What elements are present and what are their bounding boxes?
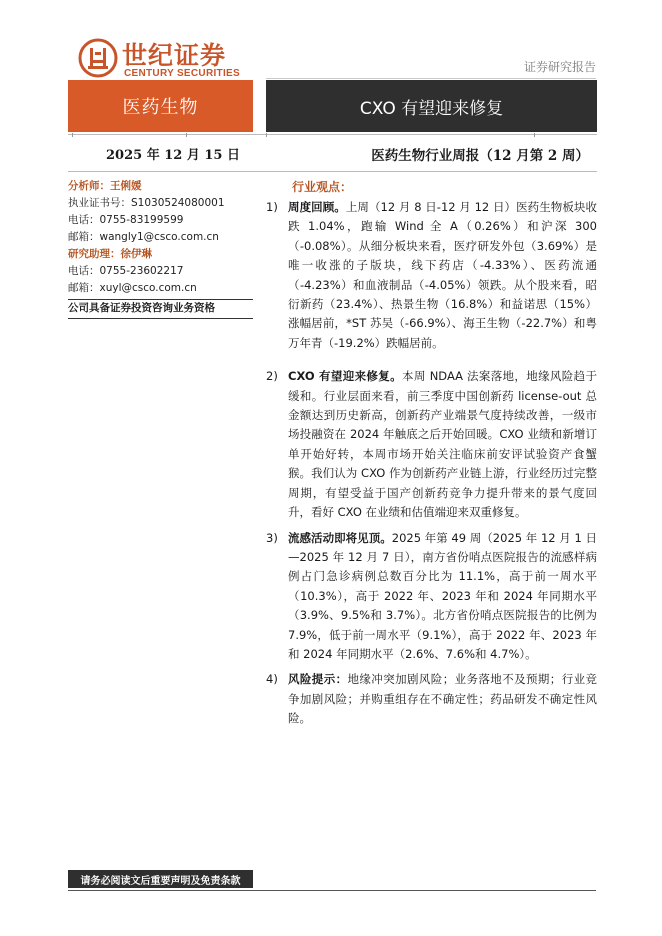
assistant-name: 徐伊琳 bbox=[120, 248, 152, 260]
assistant-phone: 电话：0755-23602217 bbox=[68, 265, 184, 277]
assistant-row bbox=[68, 246, 253, 263]
analyst-row bbox=[68, 178, 253, 195]
point-lead: 流感活动即将见顶。 bbox=[288, 530, 392, 545]
logo-name-en: CENTURY SECURITIES bbox=[124, 68, 240, 79]
assistant-label: 研究助理： bbox=[68, 248, 121, 260]
logo-name-cn: 世纪证券 bbox=[122, 41, 227, 70]
analyst-label: 分析师： bbox=[68, 180, 110, 192]
header-divider bbox=[266, 78, 596, 79]
disclaimer-banner bbox=[68, 870, 253, 888]
point-text: 地缘冲突加剧风险；业务落地不及预期；行业竞争加剧风险；并购重组存在不确定性；药品研发不确定性风险。 bbox=[288, 672, 597, 726]
analyst-phone: 电话：0755-83199599 bbox=[68, 214, 184, 226]
report-title: CXO 有望迎来修复 bbox=[359, 98, 504, 119]
report-series: 医药生物行业周报（12 月第 2 周） bbox=[371, 148, 589, 164]
view-point-2 bbox=[266, 367, 597, 522]
sidebar-divider bbox=[68, 318, 253, 319]
industry-view-heading: 行业观点： bbox=[292, 180, 353, 194]
point-text: 2025 年第 49 周（2025 年 12 月 1 日—2025 年 12 月 7 日），南方省份哨点医院报告的流感样病例占门急诊病例总数百分比为 11.1%，高于前一周水平（10.3%），高于 2022 年、2023 年和 2024 年同期水平（3.9%、9.5%和 3.7%）。北方省份哨点医院报告的比例为 7.9%，低于前一周水平（9.1%），高于 2022 年、2023 年和 2024 年同期水平（2.6%、7.6%和 4.7%）。 bbox=[288, 530, 597, 661]
title-banner bbox=[266, 80, 597, 132]
view-point-1 bbox=[266, 198, 597, 353]
industry-view bbox=[266, 178, 597, 729]
divider-tick bbox=[72, 133, 73, 137]
point-text: 本周 NDAA 法案落地，地缘风险趋于缓和。行业层面来看，前三季度中国创新药 license-out 总金额达到历史新高，创新药产业端景气度持续改善，一级市场投融资在 2024 年触底之后开始回暖。CXO 业绩和新增订单开始好转，本周市场开始关注临床前安评试验资产食蟹猴。我们认为 CXO 作为创新药产业链上游，行业经历过完整周期，有望受益于国产创新药竞争力提升带来的景气度回升，看好 CXO 在业绩和估值端迎来双重修复。 bbox=[288, 369, 597, 520]
divider-tick bbox=[534, 133, 535, 137]
century-securities-emblem-icon bbox=[78, 38, 118, 78]
sector-label: 医药生物 bbox=[122, 97, 199, 118]
date-row bbox=[68, 134, 597, 172]
point-text: 上周（12 月 8 日-12 月 12 日）医药生物板块收跌 1.04%，跑输 Wind 全 A（0.26%）和沪深 300（-0.08%）。从细分板块来看，医疗研发外包（3.69%）是唯一收涨的子版块，线下药店（-4.33%）、医药流通（-4.23%）和血液制品（-4.05%）领跌。从个股来看，昭衍新药（23.4%）、热景生物（16.8%）和益诺思（15%）涨幅居前，*ST 苏吴（-66.9%）、海王生物（-22.7%）和粤万年青（-19.2%）跌幅居前。 bbox=[288, 200, 597, 350]
divider-tick bbox=[186, 133, 187, 137]
point-number: 4) bbox=[266, 672, 278, 687]
point-number: 3) bbox=[266, 530, 278, 545]
point-lead: CXO 有望迎来修复。 bbox=[288, 369, 402, 384]
point-number: 2) bbox=[266, 369, 278, 384]
assistant-email: 邮箱：xuyl@csco.com.cn bbox=[68, 282, 197, 294]
sector-banner bbox=[68, 80, 253, 132]
analyst-cert: 执业证书号：S1030524080001 bbox=[68, 197, 225, 209]
analyst-email: 邮箱：wangly1@csco.com.cn bbox=[68, 231, 219, 243]
point-number: 1) bbox=[266, 200, 278, 214]
view-point-3 bbox=[266, 529, 597, 665]
report-type-label: 证券研究报告 bbox=[523, 60, 596, 74]
point-lead: 周度回顾。 bbox=[288, 200, 346, 214]
analyst-sidebar bbox=[68, 178, 253, 319]
analyst-name: 王俐媛 bbox=[110, 180, 142, 192]
view-point-4 bbox=[266, 670, 597, 728]
qualification-statement: 公司具备证券投资咨询业务资格 bbox=[68, 302, 215, 314]
footer-divider bbox=[68, 890, 596, 891]
point-lead: 风险提示： bbox=[288, 672, 348, 687]
disclaimer-text: 请务必阅读文后重要声明及免责条款 bbox=[80, 875, 241, 887]
company-logo bbox=[78, 38, 248, 84]
report-date: 2025 年 12 月 15 日 bbox=[106, 148, 240, 163]
divider-tick bbox=[266, 133, 267, 137]
